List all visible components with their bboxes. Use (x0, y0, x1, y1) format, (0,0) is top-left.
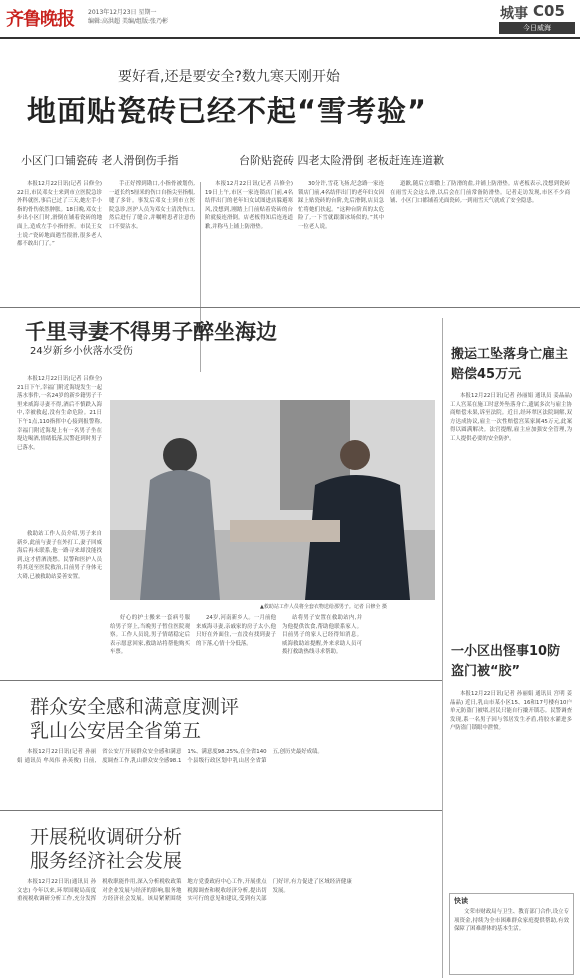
news-photo (110, 400, 435, 600)
story1-kicker: 要好看,还是要安全?数九寒天刚开始 (118, 69, 340, 85)
story2-column-5 (282, 614, 362, 674)
story2-text-4: 24岁,河南新乡人。一月前他来威海寻妻,亲戚家的房子太小,他只好在外面住,一直没有找到妻子的下落,心情十分低落。 (196, 615, 276, 647)
story6-text: 本报12月22日讯(通讯员 孙文忠) 今年以来,环翠国税局高度重视税收调研分析工作,充分发挥税收职能作用,深入分析税收政策对企业发展与经济的影响,服务地方经济社会发展。该局紧紧围绕地方党委政府中心工作,开展重点税源调查和税收经济分析,提出切实可行的意见和建议,受到有关部门好评,有力促进了区域经济健康发展。 (17, 879, 352, 903)
story1-text-4: 30分许,雪花飞扬,纪念路一家连锁店门前,4名结伴出门的老年妇女因踩上贴瓷砖的台阶,先后滑倒,店员急忙将她们扶起。“这种台阶真的太危险了,一下雪就跟溜冰场似的。”其中一位老人说。 (298, 181, 384, 230)
issue-date (88, 7, 156, 16)
story2-subtitle: 24岁新乡小伙落水受伤 (30, 346, 133, 357)
story2-column-1 (17, 375, 102, 525)
newspaper-logo: 齐鲁晚报 (6, 9, 74, 30)
quick-read-body: 文荣市财政局与卫生、教育部门合作,设立专项资金,持续为全市困难群众家庭提供帮助,有效保障了困难群体的基本生活。 (454, 909, 569, 933)
story5-body (17, 748, 437, 806)
story1-subtitle-left: 小区门口铺瓷砖 老人滑倒伤手指 (21, 154, 179, 167)
story4-column (450, 690, 572, 890)
page-number: C05 (533, 2, 565, 20)
story1-text-2: 手正好撑到勘口,小指骨被划伤,一道长约5厘米的伤口自指尖至指根,缝了多针。事发后邓女士到市立医院急诊,医护人员为邓女士清洗伤口,然后进行了缝合,并嘱咐患者注意伤口不要沾水。 (109, 181, 195, 230)
story4-title (451, 642, 573, 682)
story2-title: 千里寻妻不得男子醉坐海边 (25, 320, 277, 344)
design-text: 美编/组版:张乃彬 (121, 18, 168, 25)
date-text: 2013年12月23日 (88, 9, 137, 16)
quick-read-label: 快读 (454, 897, 468, 905)
story4-title-text: 一小区出怪事10防盗门被“胶” (451, 644, 561, 679)
story6-body (17, 878, 437, 976)
story2-text-2: 救助站工作人员介绍,男子来自新乡,此前与妻子在外打工,妻子回威海后再未联系,他一路寻来却没能找到,这才借酒浇愁。民警和医护人员将其送至医院救治,目前男子身体无大碍,已被救助站妥善安置。 (17, 531, 102, 580)
story6-title-line2: 服务经济社会发展 (30, 850, 183, 872)
story2-text-1: 本报12月22日讯(记者 吕修全) 21日下午,幸福门附近海堤发生一起落水事件,一名24岁的新乡籍男子千里来威海寻妻不得,酒后不慎跌入海中,幸被救起,没有生命危险。21日下午1点,110指挥中心接到报警称,幸福门附近海堤上有一名男子坐在堤边喝酒,情绪低落,民警赶到时男子已落水。 (17, 376, 102, 451)
section-name: 城事 (500, 6, 528, 22)
weekday-text: 星期一 (138, 9, 157, 16)
story1-text-1: 本报12月22日讯(记者 吕修全) 22日,市民邓女士来到市立医院急诊外科就医,事后已过了三天,她左手小指的骨伤依然肿胀。18日晚,邓女士步出小区门时,滑倒在铺着瓷砖的地面上,造成左手小指骨折。市民王女士说:“瓷砖地面遇雪很滑,很多老人都不敢出门了。” (17, 181, 102, 248)
story3-column (450, 392, 572, 612)
story1-text-3: 本报12月22日讯(记者 吕修全) 19日上午,市区一家连锁店门前,4名结伴出门的老年妇女试图进店躲避寒风,没想到,刚踏上门前贴着瓷砖的台阶就接连滑倒。店老板得知后连连道歉,并称马上铺上防滑垫。 (205, 181, 293, 230)
story2-column-2 (17, 530, 102, 630)
photo-caption: ▲救助站工作人员将全套衣物送给那男子。记者 吕修全 摄 (260, 604, 388, 610)
story1-column-4 (298, 180, 384, 375)
story3-title (451, 345, 573, 385)
quick-read-text (450, 908, 573, 974)
story1-subtitle-right: 台阶贴瓷砖 四老太险滑倒 老板赶连连道歉 (239, 154, 444, 167)
story3-title-text: 搬运工坠落身亡雇主赔偿45万元 (451, 347, 569, 382)
story5-text: 本报12月22日讯(记者 孙丽娟 通讯员 牟凤伟 孙英俊) 日前,省公安厅开展群众安全感和满意度调查工作,乳山群众安全感98.11%、满意度98.25%,在全省140个县级行政区划中乳山居全省第五,创历史最好成绩。 (17, 749, 323, 764)
section-rule-2 (0, 680, 442, 681)
story1-title: 地面贴瓷砖已经不起“雪考验” (27, 94, 428, 128)
story2-column-3 (110, 614, 190, 674)
story2-text-3: 好心的护士搬来一套病号服给男子穿上,当晚男子暂住医院观察。工作人员说,男子情绪稳定后表示愿意回家,救助站将帮他购买车票。 (110, 615, 190, 656)
story2-text-5: 站将男子安置在救助站内,并为他提供饮食,帮助他联系家人。目前男子的家人已经得知消息。威海救助站提醒,外来求助人员可拨打救助热线寻求帮助。 (282, 615, 362, 656)
masthead-rule (0, 37, 580, 39)
story5-title-line1: 群众安全感和满意度测评 (30, 696, 240, 718)
section-rule-1 (0, 307, 580, 308)
editor-credit (88, 16, 168, 25)
section-banner: 今日威海 (499, 22, 575, 34)
editor-text: 编辑:高洪超 (88, 18, 121, 25)
story5-title-line2: 乳山公安居全省第五 (30, 720, 202, 742)
story3-text: 本报12月22日讯(记者 孙丽娟 通讯员 姜晶晶) 工人宫某在施工时意外坠落身亡,遗属多次与雇主协商赔偿未果,诉至法院。近日,经环翠区法院调解,双方达成协议,雇主一次性赔偿宫某家属45万元,此案得以圆满解决。法官提醒,雇主应加强安全管理,为工人提供必要的安全防护。 (450, 393, 572, 442)
story4-text: 本报12月22日讯(记者 孙丽娟 通讯员 宫明 姜晶晶) 近日,乳山市某小区15、16和17号楼有10户单元防盗门被堵,居民只能自行撬开锁芯。民警调查发现,系一名男子因与邻居发生矛盾,将胶水灌进多户防盗门锁眼中泄愤。 (450, 691, 572, 732)
section-rule-3 (0, 810, 442, 811)
story6-title-line1: 开展税收调研分析 (30, 826, 183, 848)
story1-text-5: 道歉,随后立即撒上了防滑的盐,并铺上防滑垫。店老板表示,没想到瓷砖在雨雪天会这么滑,以后会在门前常备防滑垫。记者走访发现,市区不少商铺、小区门口都铺着光面瓷砖,一到雨雪天气就成了安全隐患。 (390, 181, 570, 205)
masthead (0, 0, 580, 40)
quick-read-box (449, 893, 574, 975)
right-column-divider (442, 318, 443, 978)
story2-column-4 (196, 614, 276, 674)
photo-illustration (110, 400, 435, 600)
